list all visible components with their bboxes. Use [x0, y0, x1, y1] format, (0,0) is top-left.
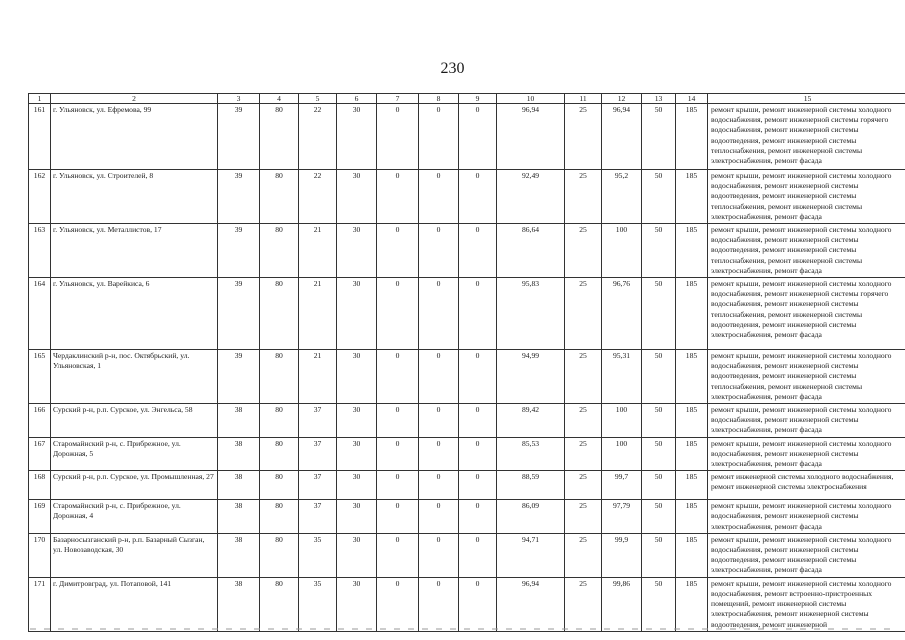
cell-col-3: 39 [218, 170, 260, 224]
cell-col-3: 38 [218, 404, 260, 438]
cell-row-number: 164 [29, 278, 51, 350]
cell-col-10: 92,49 [497, 170, 565, 224]
cell-col-4: 80 [260, 224, 299, 278]
cell-col-14: 185 [676, 404, 708, 438]
cell-col-8: 0 [419, 577, 459, 631]
cell-col-9: 0 [459, 500, 497, 534]
cell-address: Базарносызганский р-н, р.п. Базарный Сызган, ул. Новозаводская, 30 [51, 533, 218, 577]
cell-col-7: 0 [377, 533, 419, 577]
cell-row-number: 161 [29, 104, 51, 170]
cell-col-7: 0 [377, 278, 419, 350]
cell-col-14: 185 [676, 278, 708, 350]
cell-col-8: 0 [419, 437, 459, 471]
cell-col-14: 185 [676, 224, 708, 278]
cell-col-4: 80 [260, 533, 299, 577]
cell-col-4: 80 [260, 170, 299, 224]
cell-col-12: 100 [602, 404, 642, 438]
column-header-14: 14 [676, 94, 708, 104]
cell-col-5: 22 [299, 104, 337, 170]
cell-col-3: 38 [218, 533, 260, 577]
table-row [29, 533, 905, 577]
cell-col-12: 100 [602, 437, 642, 471]
cell-col-4: 80 [260, 278, 299, 350]
cell-col-8: 0 [419, 224, 459, 278]
cell-col-13: 50 [642, 404, 676, 438]
cell-col-9: 0 [459, 533, 497, 577]
column-header-12: 12 [602, 94, 642, 104]
cell-col-13: 50 [642, 278, 676, 350]
cell-col-12: 96,76 [602, 278, 642, 350]
cell-col-6: 30 [337, 104, 377, 170]
cell-address: г. Ульяновск, ул. Строителей, 8 [51, 170, 218, 224]
cell-work-types: ремонт крыши, ремонт инженерной системы холодного водоснабжения, ремонт инженерной системы электроснабжения, ремонт фасада [708, 404, 905, 438]
cell-col-5: 35 [299, 533, 337, 577]
column-header-9: 9 [459, 94, 497, 104]
cell-col-12: 100 [602, 224, 642, 278]
cell-col-4: 80 [260, 437, 299, 471]
cell-col-8: 0 [419, 104, 459, 170]
cell-col-13: 50 [642, 577, 676, 631]
cell-col-6: 30 [337, 278, 377, 350]
cell-col-3: 39 [218, 224, 260, 278]
cell-col-5: 37 [299, 471, 337, 500]
cell-col-14: 185 [676, 170, 708, 224]
cell-col-11: 25 [565, 350, 602, 404]
cell-col-12: 99,7 [602, 471, 642, 500]
cell-col-9: 0 [459, 471, 497, 500]
cell-col-12: 95,31 [602, 350, 642, 404]
cell-col-11: 25 [565, 278, 602, 350]
cell-col-8: 0 [419, 471, 459, 500]
cell-col-4: 80 [260, 404, 299, 438]
cell-row-number: 166 [29, 404, 51, 438]
column-header-11: 11 [565, 94, 602, 104]
cell-work-types: ремонт крыши, ремонт инженерной системы холодного водоснабжения, ремонт инженерной системы водоотведения, ремонт инженерной системы теплоснабжения, ремонт инженерной системы электроснабжения, ремонт фасада [708, 170, 905, 224]
cell-col-7: 0 [377, 437, 419, 471]
cell-col-4: 80 [260, 104, 299, 170]
cell-col-7: 0 [377, 350, 419, 404]
cell-col-9: 0 [459, 404, 497, 438]
cell-col-10: 88,59 [497, 471, 565, 500]
cell-col-14: 185 [676, 471, 708, 500]
cell-col-11: 25 [565, 533, 602, 577]
cell-col-11: 25 [565, 577, 602, 631]
cell-col-4: 80 [260, 577, 299, 631]
cell-col-5: 37 [299, 437, 337, 471]
cell-col-3: 39 [218, 350, 260, 404]
table-row [29, 104, 905, 170]
cell-col-9: 0 [459, 577, 497, 631]
scan-artifact [30, 628, 890, 630]
cell-col-7: 0 [377, 577, 419, 631]
cell-col-6: 30 [337, 437, 377, 471]
cell-col-9: 0 [459, 350, 497, 404]
page-number: 230 [440, 60, 465, 77]
column-header-6: 6 [337, 94, 377, 104]
cell-col-11: 25 [565, 404, 602, 438]
table-row [29, 278, 905, 350]
cell-address: Чердаклинский р-н, пос. Октябрьский, ул. Ульяновская, 1 [51, 350, 218, 404]
cell-col-4: 80 [260, 471, 299, 500]
table-row [29, 350, 905, 404]
cell-col-5: 35 [299, 577, 337, 631]
cell-col-8: 0 [419, 533, 459, 577]
cell-address: г. Ульяновск, ул. Варейкиса, 6 [51, 278, 218, 350]
cell-col-8: 0 [419, 500, 459, 534]
cell-address: Старомайнский р-н, с. Прибрежное, ул. Дорожная, 5 [51, 437, 218, 471]
cell-col-3: 38 [218, 437, 260, 471]
cell-col-14: 185 [676, 104, 708, 170]
cell-col-6: 30 [337, 533, 377, 577]
cell-address: Сурский р-н, р.п. Сурское, ул. Промышленная, 27 [51, 471, 218, 500]
cell-col-10: 86,64 [497, 224, 565, 278]
cell-col-10: 94,99 [497, 350, 565, 404]
column-header-8: 8 [419, 94, 459, 104]
column-header-4: 4 [260, 94, 299, 104]
cell-row-number: 165 [29, 350, 51, 404]
cell-col-13: 50 [642, 471, 676, 500]
cell-col-13: 50 [642, 350, 676, 404]
cell-col-7: 0 [377, 500, 419, 534]
cell-col-9: 0 [459, 224, 497, 278]
cell-col-8: 0 [419, 404, 459, 438]
cell-col-9: 0 [459, 104, 497, 170]
cell-col-5: 22 [299, 170, 337, 224]
cell-address: Сурский р-н, р.п. Сурское, ул. Энгельса, 58 [51, 404, 218, 438]
cell-col-5: 21 [299, 224, 337, 278]
cell-col-13: 50 [642, 500, 676, 534]
cell-work-types: ремонт крыши, ремонт инженерной системы холодного водоснабжения, ремонт встроенно-пристроенных помещений, ремонт инженерной системы электроснабжения, ремонт инженерной системы водоотведения, ремонт инженерной [708, 577, 905, 631]
cell-col-5: 37 [299, 404, 337, 438]
table-row [29, 404, 905, 438]
cell-col-3: 38 [218, 471, 260, 500]
column-header-2: 2 [51, 94, 218, 104]
cell-col-9: 0 [459, 278, 497, 350]
cell-col-3: 38 [218, 500, 260, 534]
cell-row-number: 171 [29, 577, 51, 631]
column-header-7: 7 [377, 94, 419, 104]
register-table [28, 93, 905, 632]
table-row [29, 437, 905, 471]
cell-col-11: 25 [565, 104, 602, 170]
cell-address: г. Ульяновск, ул. Металлистов, 17 [51, 224, 218, 278]
cell-col-7: 0 [377, 224, 419, 278]
cell-col-12: 95,2 [602, 170, 642, 224]
cell-col-6: 30 [337, 471, 377, 500]
cell-col-14: 185 [676, 437, 708, 471]
cell-col-10: 96,94 [497, 577, 565, 631]
table-row [29, 577, 905, 631]
cell-col-3: 38 [218, 577, 260, 631]
cell-col-12: 99,86 [602, 577, 642, 631]
cell-col-12: 96,94 [602, 104, 642, 170]
table-row [29, 500, 905, 534]
cell-col-7: 0 [377, 170, 419, 224]
cell-col-9: 0 [459, 437, 497, 471]
cell-col-14: 185 [676, 350, 708, 404]
cell-col-6: 30 [337, 350, 377, 404]
cell-col-9: 0 [459, 170, 497, 224]
cell-col-10: 95,83 [497, 278, 565, 350]
table-row [29, 224, 905, 278]
cell-address: г. Димитровград, ул. Потаповой, 141 [51, 577, 218, 631]
cell-address: г. Ульяновск, ул. Ефремова, 99 [51, 104, 218, 170]
cell-col-10: 85,53 [497, 437, 565, 471]
cell-col-11: 25 [565, 471, 602, 500]
cell-col-7: 0 [377, 104, 419, 170]
cell-work-types: ремонт крыши, ремонт инженерной системы холодного водоснабжения, ремонт инженерной системы электроснабжения, ремонт фасада [708, 437, 905, 471]
cell-work-types: ремонт крыши, ремонт инженерной системы холодного водоснабжения, ремонт инженерной системы горячего водоснабжения, ремонт инженерной системы водоотведения, ремонт инженерной системы теплоснабжения, ремонт инженерной системы электроснабжения, ремонт фасада [708, 104, 905, 170]
cell-col-10: 94,71 [497, 533, 565, 577]
cell-col-5: 37 [299, 500, 337, 534]
cell-col-11: 25 [565, 437, 602, 471]
cell-col-12: 97,79 [602, 500, 642, 534]
cell-col-6: 30 [337, 500, 377, 534]
column-header-3: 3 [218, 94, 260, 104]
cell-work-types: ремонт крыши, ремонт инженерной системы холодного водоснабжения, ремонт инженерной системы электроснабжения, ремонт фасада [708, 500, 905, 534]
cell-col-3: 39 [218, 278, 260, 350]
cell-col-6: 30 [337, 404, 377, 438]
cell-col-11: 25 [565, 170, 602, 224]
cell-col-4: 80 [260, 350, 299, 404]
cell-col-8: 0 [419, 350, 459, 404]
cell-row-number: 170 [29, 533, 51, 577]
cell-col-8: 0 [419, 278, 459, 350]
cell-col-10: 89,42 [497, 404, 565, 438]
cell-col-6: 30 [337, 577, 377, 631]
cell-col-7: 0 [377, 404, 419, 438]
cell-row-number: 169 [29, 500, 51, 534]
cell-col-4: 80 [260, 500, 299, 534]
cell-col-6: 30 [337, 224, 377, 278]
cell-col-10: 96,94 [497, 104, 565, 170]
header-row [29, 94, 905, 104]
cell-col-14: 185 [676, 577, 708, 631]
cell-work-types: ремонт крыши, ремонт инженерной системы холодного водоснабжения, ремонт инженерной системы водоотведения, ремонт инженерной системы электроснабжения, ремонт фасада [708, 533, 905, 577]
cell-row-number: 162 [29, 170, 51, 224]
table-row [29, 170, 905, 224]
column-header-1: 1 [29, 94, 51, 104]
cell-row-number: 167 [29, 437, 51, 471]
cell-work-types: ремонт инженерной системы холодного водоснабжения, ремонт инженерной системы электроснабжения [708, 471, 905, 500]
column-header-5: 5 [299, 94, 337, 104]
cell-col-14: 185 [676, 533, 708, 577]
cell-col-13: 50 [642, 104, 676, 170]
cell-col-12: 99,9 [602, 533, 642, 577]
cell-col-5: 21 [299, 278, 337, 350]
cell-row-number: 168 [29, 471, 51, 500]
cell-col-5: 21 [299, 350, 337, 404]
cell-address: Старомайнский р-н, с. Прибрежное, ул. Дорожная, 4 [51, 500, 218, 534]
cell-col-7: 0 [377, 471, 419, 500]
cell-col-11: 25 [565, 500, 602, 534]
column-header-13: 13 [642, 94, 676, 104]
cell-work-types: ремонт крыши, ремонт инженерной системы холодного водоснабжения, ремонт инженерной системы горячего водоснабжения, ремонт инженерной системы теплоснабжения, ремонт инженерной системы водоотведения, ремонт инженерной системы электроснабжения, ремонт фасада [708, 278, 905, 350]
cell-col-3: 39 [218, 104, 260, 170]
cell-col-13: 50 [642, 170, 676, 224]
cell-col-8: 0 [419, 170, 459, 224]
cell-work-types: ремонт крыши, ремонт инженерной системы холодного водоснабжения, ремонт инженерной системы водоотведения, ремонт инженерной системы теплоснабжения, ремонт инженерной системы электроснабжения, ремонт фасада [708, 224, 905, 278]
cell-col-11: 25 [565, 224, 602, 278]
cell-col-13: 50 [642, 437, 676, 471]
cell-col-10: 86,09 [497, 500, 565, 534]
cell-work-types: ремонт крыши, ремонт инженерной системы холодного водоснабжения, ремонт инженерной системы водоотведения, ремонт инженерной системы теплоснабжения, ремонт инженерной системы электроснабжения, ремонт фасада [708, 350, 905, 404]
cell-col-14: 185 [676, 500, 708, 534]
column-header-10: 10 [497, 94, 565, 104]
table-row [29, 471, 905, 500]
cell-col-6: 30 [337, 170, 377, 224]
cell-col-13: 50 [642, 533, 676, 577]
cell-row-number: 163 [29, 224, 51, 278]
cell-col-13: 50 [642, 224, 676, 278]
column-header-15: 15 [708, 94, 905, 104]
